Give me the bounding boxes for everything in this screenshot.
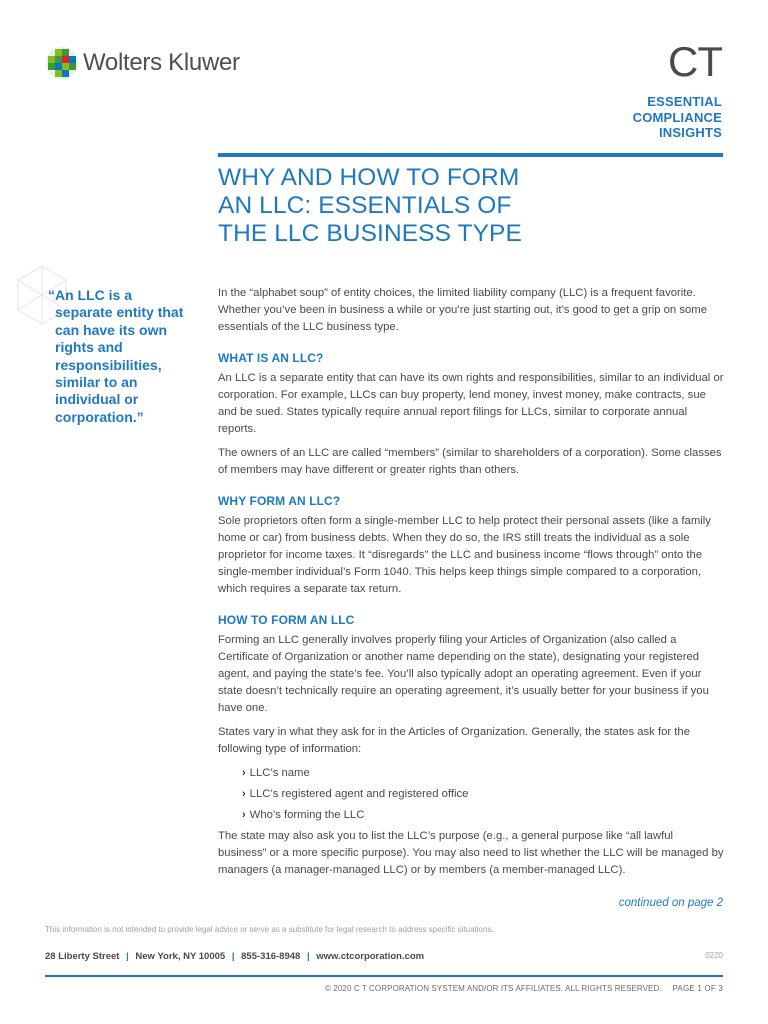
paragraph: The owners of an LLC are called “members” (similar to shareholders of a corporation). Some classes of members may have different or greater rights than others. <box>218 447 722 476</box>
document-code: 0220 <box>705 951 723 960</box>
ct-subtitle-line: COMPLIANCE <box>632 109 722 125</box>
footer-divider <box>45 975 723 977</box>
footer-contact <box>45 951 424 962</box>
footer-address: 28 Liberty Street <box>45 951 120 962</box>
list-item-text: LLC’s name <box>249 767 310 779</box>
requirements-list <box>242 765 724 824</box>
pull-quote <box>48 287 188 426</box>
footer-separator: | <box>306 951 310 962</box>
chevron-right-icon: › <box>242 809 246 821</box>
continued-link[interactable]: continued on page 2 <box>618 897 723 909</box>
header-divider <box>218 153 723 157</box>
disclaimer: This information is not intended to provide legal advice or serve as a substitute for legal research to address specific situations. <box>45 925 494 934</box>
wolters-kluwer-logo-icon <box>45 46 79 80</box>
paragraph: Forming an LLC generally involves properly filing your Articles of Organization (also called a Certificate of Organization or another name depending on the state), designating your registered agent, and paying the state’s fee. You’ll also typically adopt an operating agreement. Even if your state doesn’t technically require an operating agreement, it’s usually better for your business if you have one. <box>218 634 709 714</box>
page-title-line: WHY AND HOW TO FORM <box>218 164 520 191</box>
list-item <box>242 765 724 782</box>
pull-quote-text: “An LLC is a separate entity that can have its own rights and responsibilities, similar to an individual or corporation.” <box>48 287 184 425</box>
footer-separator: | <box>126 951 129 962</box>
chevron-right-icon: › <box>242 788 246 800</box>
ct-subtitle-line: INSIGHTS <box>659 125 722 140</box>
list-item-text: LLC’s registered agent and registered office <box>249 788 469 800</box>
section-heading-why: WHY FORM AN LLC? <box>218 494 341 508</box>
ct-subtitle-line: ESSENTIAL <box>647 94 722 109</box>
footer-city: New York, NY 10005 <box>135 951 226 962</box>
footer-separator: | <box>231 951 235 962</box>
wolters-kluwer-logo <box>45 46 240 80</box>
paragraph: States vary in what they ask for in the Articles of Organization. Generally, the states ask for the following type of information: <box>218 726 690 755</box>
ct-logo-mark: CT <box>668 38 722 85</box>
chevron-right-icon: › <box>242 767 246 779</box>
logo-text: Wolters Kluwer <box>83 49 240 76</box>
footer-website-link[interactable]: www.ctcorporation.com <box>316 951 425 962</box>
ct-subtitle <box>633 94 722 141</box>
paragraph: The state may also ask you to list the LLC’s purpose (e.g., a general purpose like “all lawful business” or a more specific purpose). You may also need to list whether the LLC will be managed by managers (a manager-managed LLC) or by members (a member-managed LLC). <box>218 830 724 876</box>
page-title <box>218 164 538 248</box>
list-item <box>242 786 724 803</box>
paragraph: Sole proprietors often form a single-member LLC to help protect their personal assets (like a family home or car) from business debts. When they do so, the IRS still treats the individual as a sole proprietor for income taxes. It “disregards” the LLC and business income “flows through” onto the single-member individual’s Form 1040. This helps keep things simple compared to a corporation, which requires a separate tax return. <box>218 515 711 595</box>
list-item <box>242 807 724 824</box>
article-body <box>218 285 724 886</box>
ct-brand-block <box>633 40 722 141</box>
paragraph: An LLC is a separate entity that can have its own rights and responsibilities, similar to an individual or corporation. For example, LLCs can buy property, lend money, invest money, make contracts, sue and be sued. States typically require annual report filings for LLCs, similar to corporate annual reports. <box>218 372 724 435</box>
page-number: PAGE 1 OF 3 <box>672 984 723 993</box>
section-heading-what: WHAT IS AN LLC? <box>218 351 324 365</box>
list-item-text: Who’s forming the LLC <box>249 809 365 821</box>
section-heading-how: HOW TO FORM AN LLC <box>218 613 355 627</box>
footer-phone: 855-316-8948 <box>241 951 301 962</box>
copyright: © 2020 C T CORPORATION SYSTEM AND/OR ITS AFFILIATES. ALL RIGHTS RESERVED. <box>325 984 662 993</box>
page-title-line: AN LLC: ESSENTIALS OF <box>218 192 512 219</box>
intro-paragraph: In the “alphabet soup” of entity choices, the limited liability company (LLC) is a frequent favorite. Whether you’ve been in business a while or you’re just starting out, it’s good to get a grip on some essentials of the LLC business type. <box>218 287 707 333</box>
page-title-line: THE LLC BUSINESS TYPE <box>218 220 522 247</box>
